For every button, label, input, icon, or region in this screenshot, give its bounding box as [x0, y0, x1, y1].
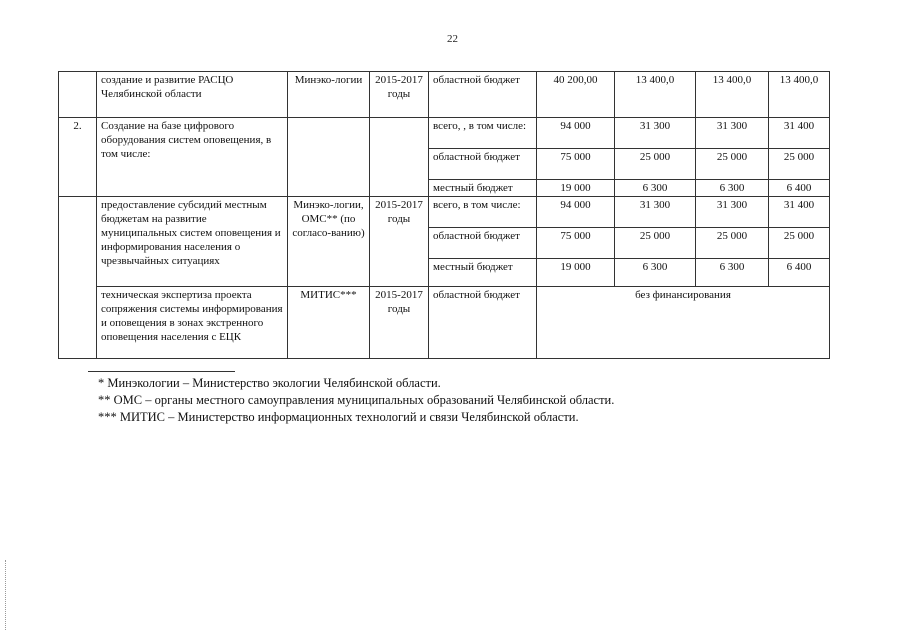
- period: 2015-2017 годы: [370, 72, 429, 118]
- value-2015: 31 300: [615, 197, 696, 228]
- executor: [288, 118, 370, 197]
- table-row: [59, 118, 830, 149]
- total-value: 94 000: [537, 197, 615, 228]
- measure-name: техническая экспертиза проекта сопряжения системы информирования и оповещения в зонах экстренного оповещения населения с ЕЦК: [97, 287, 288, 359]
- row-number: [59, 72, 97, 118]
- program-table: [58, 71, 830, 359]
- measure-name: предоставление субсидий местным бюджетам на развитие муниципальных систем оповещения и информирования населения о чрезвычайных ситуациях: [97, 197, 288, 287]
- value-2016: 25 000: [696, 149, 769, 180]
- value-2017: 25 000: [769, 149, 830, 180]
- value-2015: 6 300: [615, 259, 696, 287]
- total-value: 75 000: [537, 228, 615, 259]
- executor: Минэко-логии, ОМС** (по согласо-ванию): [288, 197, 370, 287]
- period: [370, 118, 429, 197]
- value-2016: 6 300: [696, 259, 769, 287]
- total-value: 94 000: [537, 118, 615, 149]
- value-2015: 6 300: [615, 180, 696, 197]
- value-2016: 31 300: [696, 118, 769, 149]
- measure-name: создание и развитие РАСЦО Челябинской области: [97, 72, 288, 118]
- table-row: [59, 72, 830, 118]
- funding-source: всего, в том числе:: [429, 197, 537, 228]
- page-number: 22: [447, 33, 458, 45]
- value-2016: 6 300: [696, 180, 769, 197]
- value-2016: 31 300: [696, 197, 769, 228]
- value-2017: 31 400: [769, 118, 830, 149]
- footnote-oms: ** ОМС – органы местного самоуправления муниципальных образований Челябинской области.: [98, 393, 615, 407]
- total-value: 19 000: [537, 259, 615, 287]
- table-row: [59, 287, 830, 359]
- value-2017: 13 400,0: [769, 72, 830, 118]
- value-2016: 13 400,0: [696, 72, 769, 118]
- row-number: [59, 197, 97, 359]
- footnote-minecology: * Минэкологии – Министерство экологии Челябинской области.: [98, 376, 441, 390]
- value-2015: 31 300: [615, 118, 696, 149]
- table-row: [59, 197, 830, 228]
- total-value: 40 200,00: [537, 72, 615, 118]
- period: 2015-2017 годы: [370, 287, 429, 359]
- margin-mark: [5, 560, 7, 630]
- funding-source: местный бюджет: [429, 180, 537, 197]
- value-2017: 6 400: [769, 180, 830, 197]
- value-2017: 6 400: [769, 259, 830, 287]
- no-funding-cell: без финансирования: [537, 287, 830, 359]
- funding-source: всего, , в том числе:: [429, 118, 537, 149]
- value-2015: 25 000: [615, 228, 696, 259]
- period: 2015-2017 годы: [370, 197, 429, 287]
- funding-source: областной бюджет: [429, 149, 537, 180]
- executor: Минэко-логии: [288, 72, 370, 118]
- row-number: 2.: [59, 118, 97, 197]
- footnote-separator: [88, 371, 235, 372]
- total-value: 75 000: [537, 149, 615, 180]
- measure-name: Создание на базе цифрового оборудования систем оповещения, в том числе:: [97, 118, 288, 197]
- value-2017: 25 000: [769, 228, 830, 259]
- executor: МИТИС***: [288, 287, 370, 359]
- value-2015: 25 000: [615, 149, 696, 180]
- funding-source: местный бюджет: [429, 259, 537, 287]
- value-2016: 25 000: [696, 228, 769, 259]
- funding-source: областной бюджет: [429, 72, 537, 118]
- value-2017: 31 400: [769, 197, 830, 228]
- footnotes: [98, 375, 614, 426]
- footnote-mitis: *** МИТИС – Министерство информационных технологий и связи Челябинской области.: [98, 410, 579, 424]
- funding-source: областной бюджет: [429, 228, 537, 259]
- value-2015: 13 400,0: [615, 72, 696, 118]
- total-value: 19 000: [537, 180, 615, 197]
- funding-source: областной бюджет: [429, 287, 537, 359]
